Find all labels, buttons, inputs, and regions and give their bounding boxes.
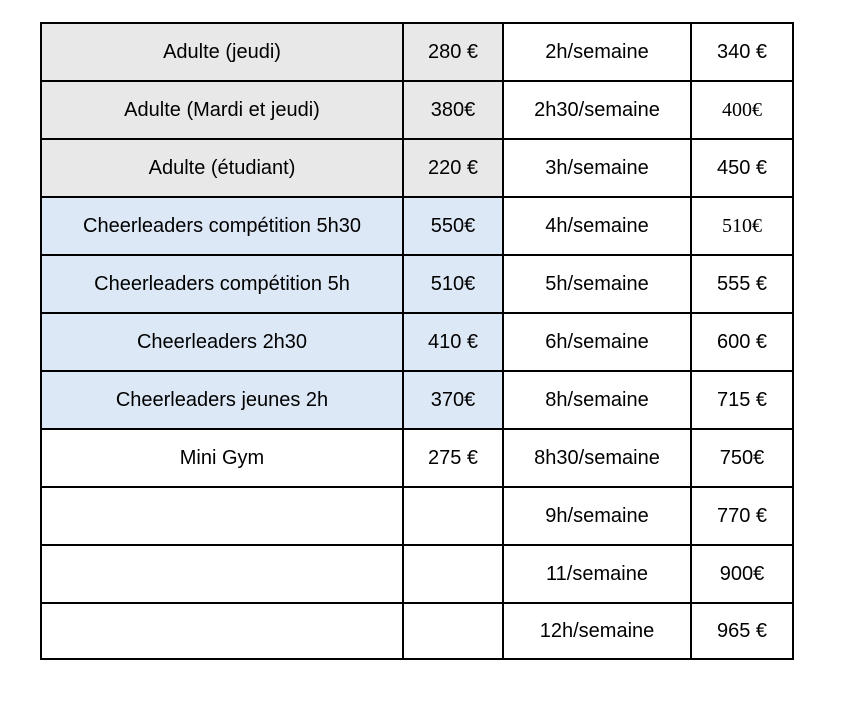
category-cell: Adulte (jeudi) xyxy=(41,23,403,81)
table-row xyxy=(41,603,793,659)
duration-cell: 4h/semaine xyxy=(503,197,691,255)
category-cell: Mini Gym xyxy=(41,429,403,487)
category-price-cell: 370€ xyxy=(403,371,503,429)
table-row xyxy=(41,139,793,197)
duration-cell: 8h30/semaine xyxy=(503,429,691,487)
category-price-cell xyxy=(403,603,503,659)
price-table xyxy=(40,22,794,660)
category-price-cell: 510€ xyxy=(403,255,503,313)
table-row xyxy=(41,371,793,429)
duration-cell: 8h/semaine xyxy=(503,371,691,429)
duration-cell: 2h/semaine xyxy=(503,23,691,81)
table-row xyxy=(41,23,793,81)
duration-price-cell: 510€ xyxy=(691,197,793,255)
table-row xyxy=(41,313,793,371)
category-cell: Adulte (étudiant) xyxy=(41,139,403,197)
category-price-cell: 410 € xyxy=(403,313,503,371)
category-price-cell: 550€ xyxy=(403,197,503,255)
duration-price-cell: 965 € xyxy=(691,603,793,659)
duration-cell: 11/semaine xyxy=(503,545,691,603)
duration-cell: 2h30/semaine xyxy=(503,81,691,139)
table-row xyxy=(41,255,793,313)
duration-price-cell: 400€ xyxy=(691,81,793,139)
duration-price-cell: 900€ xyxy=(691,545,793,603)
table-row xyxy=(41,545,793,603)
category-cell: Cheerleaders compétition 5h xyxy=(41,255,403,313)
category-cell: Cheerleaders 2h30 xyxy=(41,313,403,371)
duration-cell: 12h/semaine xyxy=(503,603,691,659)
duration-price-cell: 750€ xyxy=(691,429,793,487)
duration-cell: 9h/semaine xyxy=(503,487,691,545)
category-cell: Cheerleaders jeunes 2h xyxy=(41,371,403,429)
table-row xyxy=(41,197,793,255)
category-price-cell xyxy=(403,545,503,603)
duration-cell: 6h/semaine xyxy=(503,313,691,371)
category-price-cell: 380€ xyxy=(403,81,503,139)
category-cell xyxy=(41,487,403,545)
category-cell: Adulte (Mardi et jeudi) xyxy=(41,81,403,139)
duration-price-cell: 555 € xyxy=(691,255,793,313)
category-cell xyxy=(41,545,403,603)
category-cell: Cheerleaders compétition 5h30 xyxy=(41,197,403,255)
duration-price-cell: 770 € xyxy=(691,487,793,545)
duration-cell: 3h/semaine xyxy=(503,139,691,197)
category-price-cell xyxy=(403,487,503,545)
duration-price-cell: 715 € xyxy=(691,371,793,429)
table-row xyxy=(41,429,793,487)
duration-cell: 5h/semaine xyxy=(503,255,691,313)
duration-price-cell: 450 € xyxy=(691,139,793,197)
table-row xyxy=(41,81,793,139)
category-cell xyxy=(41,603,403,659)
category-price-cell: 220 € xyxy=(403,139,503,197)
category-price-cell: 275 € xyxy=(403,429,503,487)
duration-price-cell: 600 € xyxy=(691,313,793,371)
category-price-cell: 280 € xyxy=(403,23,503,81)
duration-price-cell: 340 € xyxy=(691,23,793,81)
table-row xyxy=(41,487,793,545)
